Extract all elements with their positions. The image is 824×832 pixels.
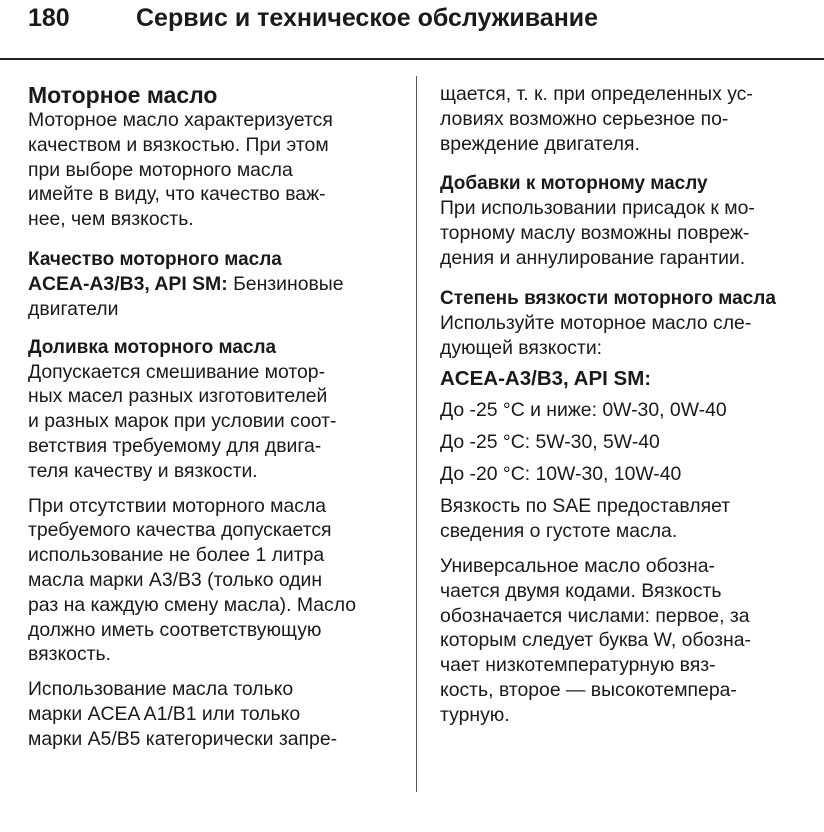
text-line: имейте в виду, что качество важ- — [28, 183, 326, 206]
text-line: дующей вязкости: — [440, 336, 603, 359]
text-line: вреждение двигателя. — [440, 132, 640, 155]
heading-oil-additives: Добавки к моторному маслу — [440, 173, 708, 195]
quality-spec: ACEA-A3/B3, API SM: — [28, 272, 228, 295]
text-line: требуемого качества допускается — [28, 519, 332, 542]
text-line: Моторное масло характеризуется — [28, 109, 333, 131]
text-line: Допускается смешивание мотор- — [28, 360, 326, 383]
viscosity-row: До -25 °C: 5W-30, 5W-40 — [440, 431, 660, 454]
text-line: ветствия требуемому для двига- — [28, 434, 322, 457]
header-divider — [0, 58, 824, 60]
text-line: должно иметь соответствующую — [28, 618, 322, 641]
text-line: чается двумя кодами. Вязкость — [440, 579, 722, 602]
topup-paragraph-3 — [28, 677, 400, 751]
topup-paragraph-2 — [28, 494, 400, 668]
text-line: торному маслу возможны повреж- — [440, 222, 750, 245]
text-line: ных масел разных изготовителей — [28, 385, 328, 408]
text-line: ловиях возможно серьезное по- — [440, 107, 729, 130]
text-line: использование не более 1 литра — [28, 544, 325, 567]
text-line: турную. — [440, 703, 510, 726]
text-line: кость, второе — высокотемпера- — [440, 678, 737, 701]
right-column — [440, 82, 816, 728]
text-line: раз на каждую смену масла). Масло — [28, 593, 357, 616]
text-line: марки ACEA A1/B1 или только — [28, 702, 301, 725]
viscosity-spec: ACEA-A3/B3, API SM: — [440, 367, 652, 391]
heading-oil-viscosity: Степень вязкости моторного масла — [440, 287, 776, 309]
quality-line — [28, 272, 400, 297]
text-line: которым следует буква W, обозна- — [440, 629, 751, 652]
text-line: щается, т. к. при определенных ус- — [440, 83, 753, 105]
viscosity-intro — [440, 311, 816, 361]
viscosity-row: До -20 °C: 10W-30, 10W-40 — [440, 463, 682, 486]
text-line: Универсальное масло обозна- — [440, 554, 716, 577]
text-line: Используйте моторное масло сле- — [440, 311, 752, 334]
continued-paragraph — [440, 82, 816, 156]
heading-engine-oil: Моторное масло — [28, 82, 218, 108]
page-number: 180 — [28, 4, 70, 32]
text-line: марки A5/B5 категорически запре- — [28, 727, 338, 750]
text-line: нее, чем вязкость. — [28, 208, 194, 231]
multigrade-paragraph — [440, 554, 816, 728]
text-line: теля качеству и вязкости. — [28, 459, 258, 482]
text-line: качеством и вязкостью. При этом — [28, 133, 329, 156]
left-column — [28, 80, 400, 752]
text-line: Вязкость по SAE предоставляет — [440, 495, 731, 518]
text-line: масла марки A3/B3 (только один — [28, 568, 323, 591]
quality-text: Бензиновые — [227, 272, 344, 295]
sae-paragraph — [440, 494, 816, 544]
text-line: сведения о густоте масла. — [440, 520, 678, 543]
text-line: при выборе моторного масла — [28, 158, 293, 181]
text-line: При использовании присадок к мо- — [440, 197, 755, 220]
topup-paragraph-1 — [28, 360, 400, 484]
heading-oil-quality: Качество моторного масла — [28, 248, 282, 270]
quality-text-cont: двигатели — [28, 297, 119, 320]
text-line: и разных марок при условии соот- — [28, 410, 337, 433]
text-line: дения и аннулирование гарантии. — [440, 246, 746, 269]
section-title: Сервис и техническое обслуживание — [136, 4, 599, 32]
text-line: обозначается числами: первое, за — [440, 604, 750, 627]
text-line: чает низкотемпературную вяз- — [440, 654, 716, 677]
column-divider — [416, 76, 417, 792]
intro-paragraph — [28, 108, 400, 232]
text-line: При отсутствии моторного масла — [28, 494, 327, 517]
additives-paragraph — [440, 196, 816, 270]
text-line: Использование масла только — [28, 678, 294, 701]
text-line: вязкость. — [28, 643, 112, 666]
viscosity-row: До -25 °C и ниже: 0W-30, 0W-40 — [440, 399, 727, 422]
heading-oil-topup: Доливка моторного масла — [28, 336, 277, 358]
